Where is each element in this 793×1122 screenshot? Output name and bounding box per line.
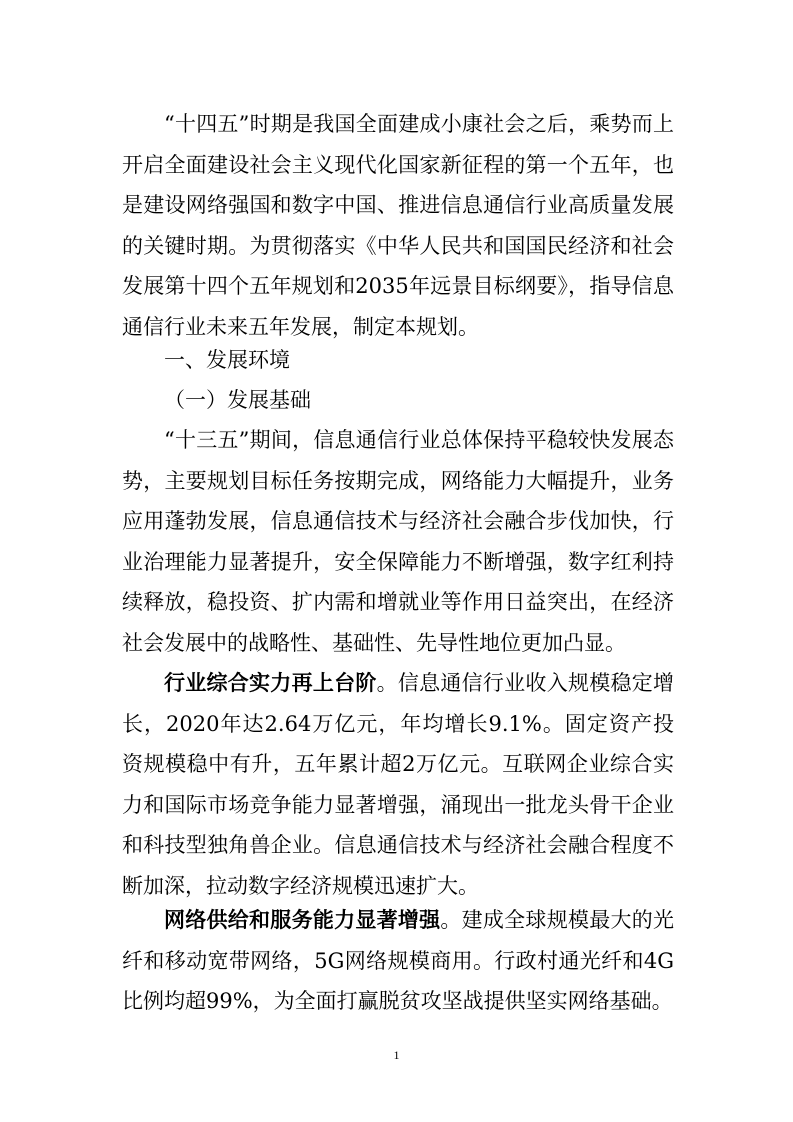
- subsection-heading-development-foundation: （一）发展基础: [164, 388, 311, 412]
- page-number: 1: [393, 1048, 400, 1062]
- industry-strength-paragraph: [122, 663, 674, 907]
- industry-strength-lead: 行业综合实力再上台阶: [164, 671, 377, 695]
- network-capacity-body: 。建成全球规模最大的光纤和移动宽带网络，5G网络规模商用。行政村通光纤和4G比例均超99%，为全面打赢脱贫攻坚战提供坚实网络基础。: [122, 908, 674, 1014]
- network-capacity-paragraph: [122, 900, 674, 1022]
- industry-strength-body: 。信息通信行业收入规模稳定增长，2020年达2.64万亿元，年均增长9.1%。固定资产投资规模稳中有升，五年累计超2万亿元。互联网企业综合实力和国际市场竞争能力显著增强，涌现出一批龙头骨干企业和科技型独角兽企业。信息通信技术与经济社会融合程度不断加深，拉动数字经济规模迅速扩大。: [122, 671, 674, 898]
- network-capacity-lead: 网络供给和服务能力显著增强: [164, 908, 441, 932]
- intro-paragraph: “十四五”时期是我国全面建成小康社会之后，乘势而上开启全面建设社会主义现代化国家新征程的第一个五年，也是建设网络强国和数字中国、推进信息通信行业高质量发展的关键时期。为贯彻落实《中华人民共和国国民经济和社会发展第十四个五年规划和2035年远景目标纲要》，指导信息通信行业未来五年发展，制定本规划。: [122, 112, 674, 339]
- section-heading-development-environment: 一、发展环境: [164, 348, 290, 372]
- foundation-paragraph: “十三五”期间，信息通信行业总体保持平稳较快发展态势，主要规划目标任务按期完成，网络能力大幅提升，业务应用蓬勃发展，信息通信技术与经济社会融合步伐加快，行业治理能力显著提升，安全保障能力不断增强，数字红利持续释放，稳投资、扩内需和增就业等作用日益突出，在经济社会发展中的战略性、基础性、先导性地位更加凸显。: [122, 428, 674, 655]
